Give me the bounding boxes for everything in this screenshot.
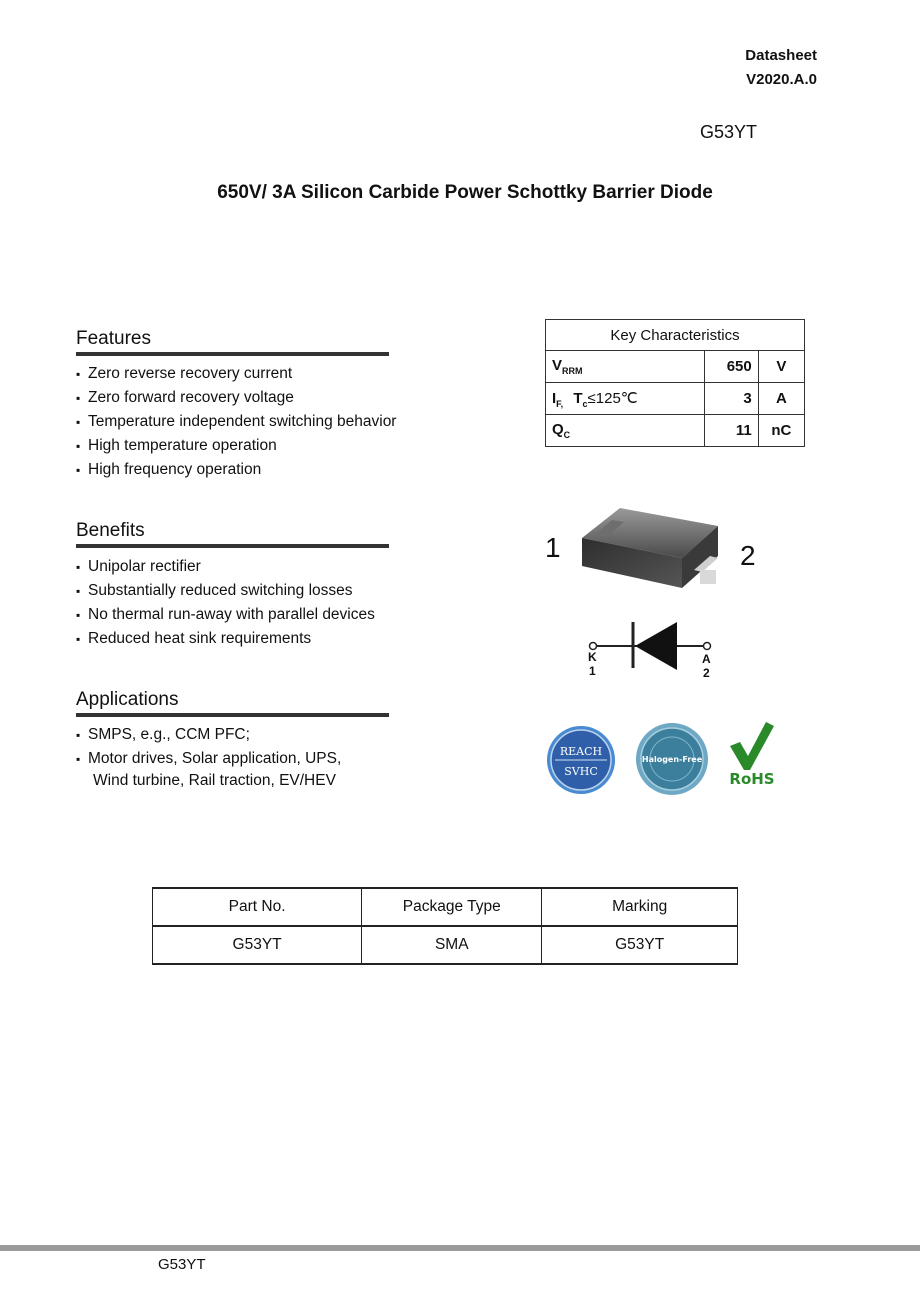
header-marking: Marking	[542, 888, 738, 926]
features-rule	[76, 352, 389, 356]
cell-marking: G53YT	[542, 926, 738, 964]
list-item: ▪ Temperature independent switching behavior	[76, 410, 396, 434]
header-part-number: G53YT	[700, 122, 758, 142]
list-item: ▪ Unipolar rectifier	[76, 555, 375, 579]
param-unit: A	[758, 383, 804, 415]
list-item: ▪ Substantially reduced switching losses	[76, 579, 375, 603]
doc-version: V2020.A.0	[746, 71, 817, 88]
param-symbol: I	[552, 389, 557, 407]
key-characteristics-table	[545, 319, 805, 447]
param-condition-subscript: c	[582, 398, 588, 409]
param-condition-tail: ≤125℃	[587, 389, 638, 407]
benefits-title: Benefits	[76, 520, 145, 541]
sma-package-image	[570, 500, 730, 595]
pin1-label: 1	[545, 532, 561, 563]
reach-svhc-badge	[545, 724, 620, 796]
param-subscript: RRM	[562, 366, 583, 376]
applications-list	[76, 723, 341, 771]
param-value: 11	[704, 415, 758, 447]
doc-type: Datasheet	[745, 47, 817, 64]
halogen-free-text: Halogen-Free	[641, 755, 703, 764]
param-condition: T	[573, 389, 583, 407]
rohs-text: RoHS	[729, 770, 775, 788]
rohs-badge	[726, 720, 778, 790]
svhc-text: SVHC	[564, 765, 598, 778]
diode-symbol	[585, 612, 715, 684]
footer-rule	[0, 1245, 920, 1251]
list-item: ▪ Zero forward recovery voltage	[76, 386, 396, 410]
list-item: ▪ High frequency operation	[76, 458, 396, 482]
page-title: 650V/ 3A Silicon Carbide Power Schottky Barrier Diode	[217, 182, 713, 203]
list-item: ▪ Zero reverse recovery current	[76, 362, 396, 386]
anode-pin: 2	[702, 666, 710, 680]
key-characteristics-title: Key Characteristics	[546, 320, 805, 351]
list-item: ▪ SMPS, e.g., CCM PFC;	[76, 723, 341, 747]
cathode-pin: 1	[588, 664, 596, 678]
anode-label	[702, 652, 711, 680]
param-subscript: C	[563, 430, 571, 440]
halogen-free-badge	[635, 722, 710, 797]
applications-rule	[76, 713, 389, 717]
part-table	[152, 887, 738, 965]
table-row	[546, 351, 805, 383]
param-cell	[546, 383, 705, 415]
table-row	[546, 383, 805, 415]
param-symbol: V	[552, 357, 563, 374]
param-cell	[546, 415, 705, 447]
param-cell	[546, 351, 705, 383]
reach-text: REACH	[559, 745, 603, 758]
param-unit: nC	[758, 415, 804, 447]
table-row	[153, 926, 738, 964]
param-subscript: F,	[556, 398, 564, 409]
list-item: ▪ No thermal run-away with parallel devices	[76, 603, 375, 627]
features-list	[76, 362, 396, 482]
anode-letter: A	[702, 652, 711, 666]
applications-title: Applications	[76, 689, 179, 710]
features-title: Features	[76, 328, 151, 349]
table-row	[546, 415, 805, 447]
pin2-label: 2	[740, 540, 756, 571]
header-part-no: Part No.	[153, 888, 362, 926]
applications-item-continued: Wind turbine, Rail traction, EV/HEV	[93, 772, 336, 789]
list-item: ▪ Reduced heat sink requirements	[76, 627, 375, 651]
header-package-type: Package Type	[362, 888, 542, 926]
param-unit: V	[758, 351, 804, 383]
param-symbol: Q	[552, 421, 564, 438]
benefits-list	[76, 555, 375, 651]
param-value: 3	[704, 383, 758, 415]
param-value: 650	[704, 351, 758, 383]
cathode-label	[588, 650, 597, 678]
benefits-rule	[76, 544, 389, 548]
doc-header	[745, 44, 817, 92]
footer-part-number: G53YT	[158, 1256, 206, 1273]
cell-package-type: SMA	[362, 926, 542, 964]
list-item: ▪ Motor drives, Solar application, UPS,	[76, 747, 341, 771]
cathode-letter: K	[588, 650, 597, 664]
list-item: ▪ High temperature operation	[76, 434, 396, 458]
table-header-row	[153, 888, 738, 926]
cell-part-no: G53YT	[153, 926, 362, 964]
